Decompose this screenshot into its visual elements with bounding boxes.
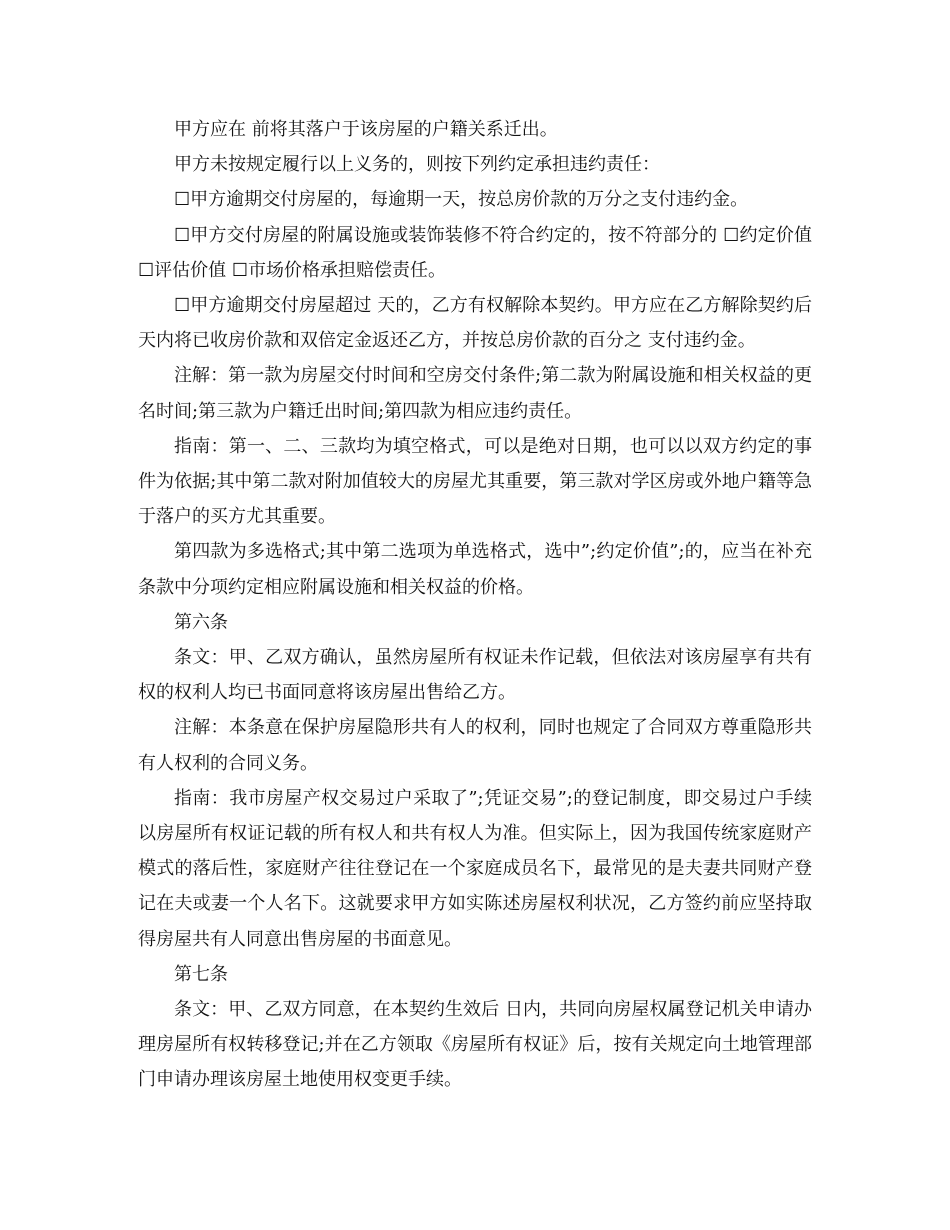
paragraph-breach-liability-intro: 甲方未按规定履行以上义务的，则按下列约定承担违约责任： [174, 154, 660, 176]
paragraph-annotation: 注解：第一款为房屋交付时间和空房交付条件;第二款为附属设施和相关权益的更名时间;第三款为户籍迁出时间;第四款为相应违约责任。 [138, 365, 812, 422]
article-seven-text: 条文：甲、乙双方同意，在本契约生效后 日内，共同向房屋权属登记机关申请办理房屋所有权转移登记;并在乙方领取《房屋所有权证》后，按有关规定向土地管理部门申请办理该房屋土地使用权变更手续。 [138, 999, 812, 1091]
paragraph-termination-option: ☐甲方逾期交付房屋超过 天的，乙方有权解除本契约。甲方应在乙方解除契约后天内将已收房价款和双倍定金返还乙方，并按总房价款的百分之 支付违约金。 [138, 295, 812, 352]
document-body [138, 112, 812, 1098]
paragraph-guide-continued: 第四款为多选格式;其中第二选项为单选格式，选中”;约定价值”;的，应当在补充条款中分项约定相应附属设施和相关权益的价格。 [138, 541, 812, 598]
article-six-heading: 第六条 [174, 611, 228, 633]
article-six-guide: 指南：我市房屋产权交易过户采取了”;凭证交易”;的登记制度，即交易过户手续以房屋所有权证记载的所有权人和共有权人为准。但实际上，因为我国传统家庭财产模式的落后性，家庭财产往往登记在一个家庭成员名下，最常见的是夫妻共同财产登记在夫或妻一个人名下。这就要求甲方如实陈述房屋权利状况，乙方签约前应坚持取得房屋共有人同意出售房屋的书面意见。 [138, 787, 812, 950]
paragraph-guide: 指南：第一、二、三款均为填空格式，可以是绝对日期，也可以以双方约定的事件为依据;其中第二款对附加值较大的房屋尤其重要，第三款对学区房或外地户籍等急于落户的买方尤其重要。 [138, 435, 812, 528]
paragraph-late-delivery-option: ☐甲方逾期交付房屋的，每逾期一天，按总房价款的万分之支付违约金。 [174, 189, 749, 211]
article-six-annotation: 注解：本条意在保护房屋隐形共有人的权利，同时也规定了合同双方尊重隐形共有人权利的合同义务。 [138, 717, 812, 774]
article-seven-heading: 第七条 [174, 963, 228, 985]
article-six-text: 条文：甲、乙双方确认，虽然房屋所有权证未作记载，但依法对该房屋享有共有权的权利人均已书面同意将该房屋出售给乙方。 [138, 647, 812, 704]
paragraph-facilities-option: ☐甲方交付房屋的附属设施或装饰装修不符合约定的，按不符部分的 ☐约定价值 ☐评估价值 ☐市场价格承担赔偿责任。 [138, 224, 812, 281]
paragraph-household-registration: 甲方应在 前将其落户于该房屋的户籍关系迁出。 [174, 119, 558, 140]
